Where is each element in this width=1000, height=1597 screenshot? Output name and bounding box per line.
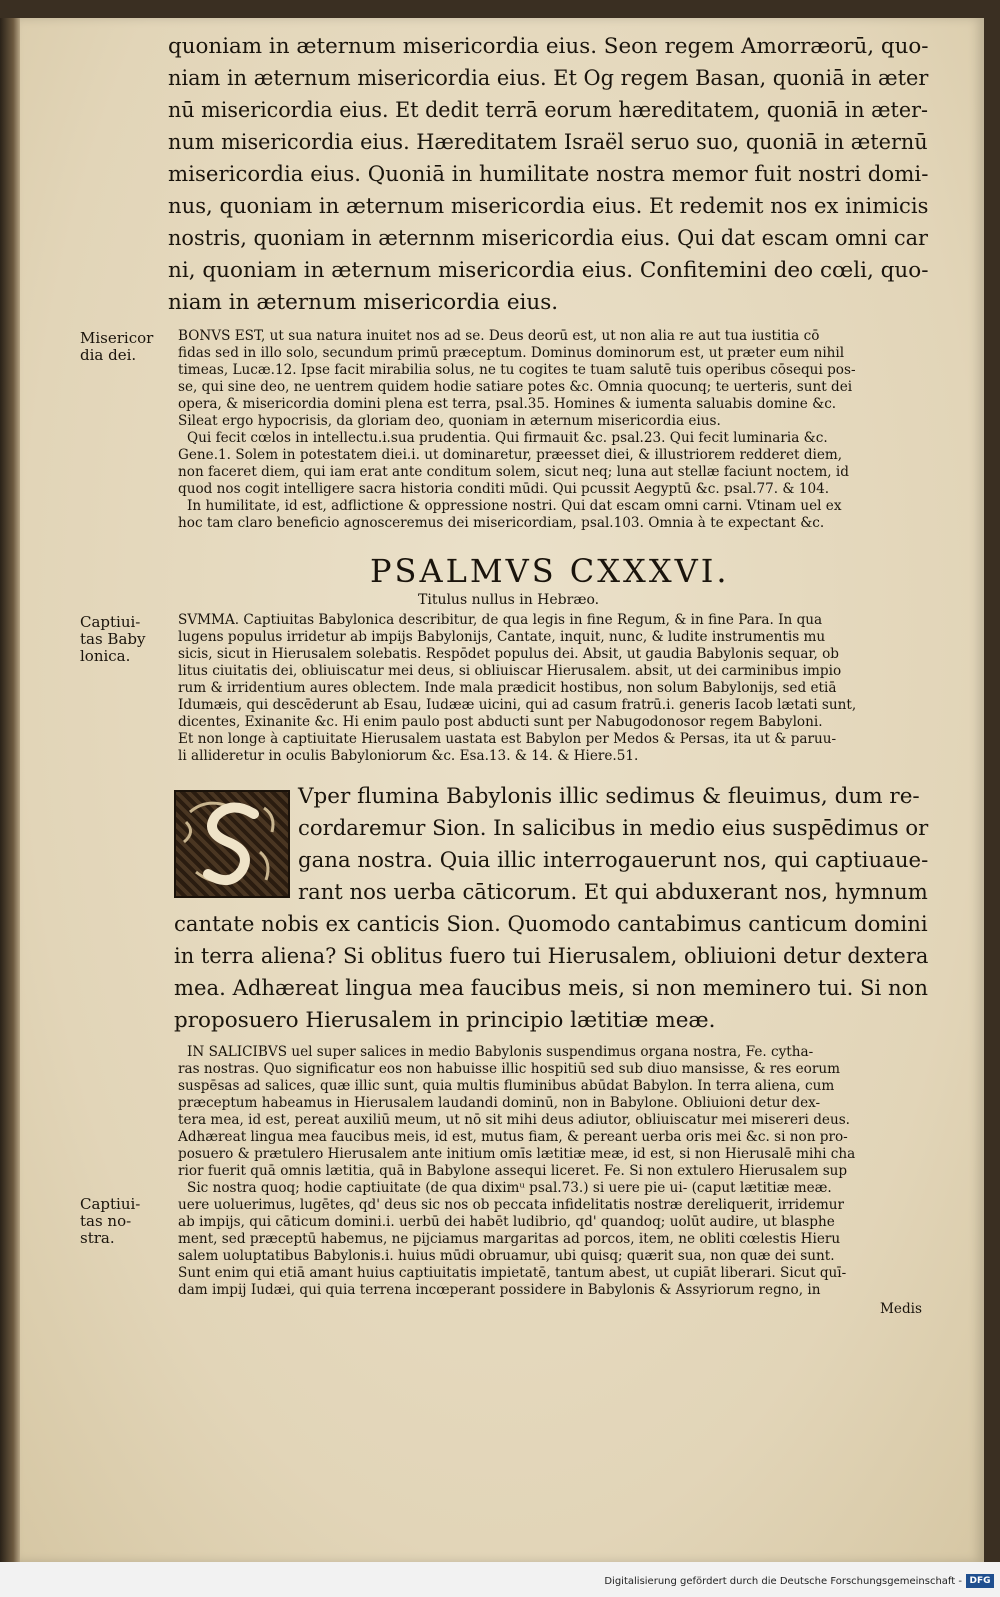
commentary-line: IN SALICIBVS uel super salices in medio Babylonis suspendimus organa nostra, Fe. cytha- <box>187 1044 814 1060</box>
commentary-line: hoc tam claro beneficio agnosceremus dei misericordiam, psal.103. Omnia à te expectant &c. <box>178 515 825 531</box>
summa-line: li allideretur in oculis Babyloniorum &c. Esa.13. & 14. & Hiere.51. <box>178 748 639 764</box>
psalm-line: cantate nobis ex canticis Sion. Quomodo cantabimus canticum domini <box>174 912 928 937</box>
psalm-subtitle: Titulus nullus in Hebræo. <box>418 592 600 608</box>
psalm-line: mea. Adhæreat lingua mea faucibus meis, si non meminero tui. Si non <box>174 976 928 1001</box>
psalm-line: quoniam in æternum misericordia eius. Seon regem Amorræorū, quo- <box>168 34 929 59</box>
commentary-line: fidas sed in illo solo, secundum primū præceptum. Dominus dominorum est, ut præter eum nihil <box>178 345 845 361</box>
summa-line: litus ciuitatis dei, obliuiscatur mei deus, si obliuiscar Hierusalem. absit, ut dei carminibus impio <box>178 663 842 679</box>
commentary-line: uere uoluerimus, lugētes, qd' deus sic nos ob peccata infidelitatis nostræ dereliquerit, irridemur <box>178 1197 845 1213</box>
psalm-line: rant nos uerba cāticorum. Et qui abduxerant nos, hymnum <box>298 880 928 905</box>
margin-note: Misericor dia dei. <box>80 329 154 364</box>
decorated-initial-s <box>174 790 290 898</box>
commentary-line: dam impij Iudæi, qui quia terrena incœperant possidere in Babylonis & Assyriorum regno, in <box>178 1282 821 1298</box>
summa-line: dicentes, Exinanite &c. Hi enim paulo post abducti sunt per Nabugodonosor regem Babyloni. <box>178 714 823 730</box>
commentary-line: ab impijs, qui cāticum domini.i. uerbū dei habēt ludibrio, qd' quandoq; uolūt audire, ut blasphe <box>178 1214 835 1230</box>
commentary-line: tera mea, id est, pereat auxiliū meum, ut nō sit mihi deus adiutor, obliuiscatur mei misereri deus. <box>178 1112 851 1128</box>
commentary-line: ment, sed præceptū habemus, ne pijciamus margaritas ad porcos, item, ne obliti cœlestis Hieru <box>178 1231 841 1247</box>
commentary-line: opera, & misericordia domini plena est terra, psal.35. Homines & iumenta saluabis domine &c. <box>178 396 837 412</box>
commentary-line: non faceret diem, qui iam erat ante conditum solem, sicut neq; luna aut stellæ faciunt noctem, id <box>178 464 849 480</box>
summa-line: rum & irridentium aures oblectem. Inde mala prædicit hostibus, non solum Babylonijs, sed etiā <box>178 680 837 696</box>
psalm-line: niam in æternum misericordia eius. Et Og regem Basan, quoniā in æter <box>168 66 929 91</box>
psalm-line: proposuero Hierusalem in principio lætitiæ meæ. <box>174 1008 716 1033</box>
psalm-line: niam in æternum misericordia eius. <box>168 290 559 315</box>
summa-line: lugens populus irridetur ab impijs Babylonijs, Cantate, inquit, nunc, & ludite instrumentis mu <box>178 629 826 645</box>
psalm-line: nus, quoniam in æternum misericordia eius. Et redemit nos ex inimicis <box>168 194 929 219</box>
psalm-line: nostris, quoniam in æternnm misericordia eius. Qui dat escam omni car <box>168 226 928 251</box>
commentary-line: se, qui sine deo, ne uentrem quidem hodie satiare potes &c. Omnia quocunq; te uerteris, sunt dei <box>178 379 853 395</box>
commentary-line: ras nostras. Quo significatur eos non habuisse illic hospitiū sed sub diuo mansisse, & res eorum <box>178 1061 841 1077</box>
psalm-line: cordaremur Sion. In salicibus in medio eius suspēdimus or <box>298 816 929 841</box>
footer-credit: Digitalisierung gefördert durch die Deutsche Forschungsgemeinschaft - <box>604 1576 962 1587</box>
commentary-line: salem uoluptatibus Babylonis.i. huius mūdi obruamur, ubi quisq; quærit sua, non quæ dei sunt. <box>178 1248 835 1264</box>
summa-line: sicis, sicut in Hierusalem solebatis. Respōdet populus dei. Absit, ut gaudia Babylonis sequar, ob <box>178 646 839 662</box>
commentary-line: Gene.1. Solem in potestatem diei.i. ut dominaretur, præesset diei, & illustriorem redderet diem, <box>178 447 843 463</box>
psalm-line: misericordia eius. Quoniā in humilitate nostra memor fuit nostri domi- <box>168 162 929 187</box>
commentary-line: BONVS EST, ut sua natura inuitet nos ad se. Deus deorū est, ut non alia re aut tua iustitia cō <box>178 328 820 344</box>
psalm-title: PSALMVS CXXXVI. <box>370 552 730 590</box>
commentary-line: Sic nostra quoq; hodie captiuitate (de qua diximᵘ psal.73.) si uere pie ui- (caput lætitiæ meæ. <box>187 1180 832 1196</box>
commentary-line: Adhæreat lingua mea faucibus meis, id est, mutus fiam, & pereant uerba oris mei &c. si non pro- <box>178 1129 848 1145</box>
commentary-line: rior fuerit quā omnis lætitia, quā in Babylone assequi liceret. Fe. Si non extulero Hierusalem sup <box>178 1163 848 1179</box>
psalm-line: Vper flumina Babylonis illic sedimus & fleuimus, dum re- <box>298 784 920 809</box>
dfg-logo: DFG <box>966 1574 994 1588</box>
psalm-line: ni, quoniam in æternum misericordia eius. Confitemini deo cœli, quo- <box>168 258 929 283</box>
psalm-line: nū misericordia eius. Et dedit terrā eorum hæreditatem, quoniā in æter- <box>168 98 928 123</box>
psalm-line: in terra aliena? Si oblitus fuero tui Hierusalem, obliuioni detur dextera <box>174 944 929 969</box>
summa-line: Et non longe à captiuitate Hierusalem uastata est Babylon per Medos & Persas, ita ut & paruu- <box>178 731 837 747</box>
commentary-line: quod nos cogit intelligere sacra historia conditi mūdi. Qui pcussit Aegyptū &c. psal.77. & 104. <box>178 481 830 497</box>
initial-s-glyph <box>176 792 288 896</box>
margin-note: Captiui- tas no- stra. <box>80 1195 141 1247</box>
commentary-line: Sileat ergo hypocrisis, da gloriam deo, quoniam in æternum misericordia eius. <box>178 413 721 429</box>
commentary-line: suspēsas ad salices, quæ illic sunt, quia multis fluminibus abūdat Babylon. In terra aliena, cum <box>178 1078 835 1094</box>
commentary-line: In humilitate, id est, adflictione & oppressione nostri. Qui dat escam omni carni. Vtinam uel ex <box>187 498 842 514</box>
margin-note: Captiui- tas Baby lonica. <box>80 613 146 665</box>
psalm-line: num misericordia eius. Hæreditatem Israël seruo suo, quoniā in æternū <box>168 130 928 155</box>
book-edge <box>0 18 22 1562</box>
commentary-line: posuero & prætulero Hierusalem ante initium omīs lætitiæ meæ, id est, si non Hierusalē mihi cha <box>178 1146 856 1162</box>
summa-line: Idumæis, qui descēderunt ab Esau, Iudææ uicini, qui ad casum fratrū.i. generis Iacob lætati sunt, <box>178 697 857 713</box>
psalm-line: gana nostra. Quia illic interrogauerunt nos, qui captiuaue- <box>298 848 929 873</box>
commentary-line: Qui fecit cœlos in intellectu.i.sua prudentia. Qui firmauit &c. psal.23. Qui fecit luminaria &c. <box>187 430 828 446</box>
summa-line: SVMMA. Captiuitas Babylonica describitur, de qua legis in fine Regum, & in fine Para. In qua <box>178 612 823 628</box>
commentary-line: Sunt enim qui etiā amant huius captiuitatis impietatē, tantum abest, ut cupiāt liberari. Sicut quī- <box>178 1265 847 1281</box>
commentary-line: timeas, Lucæ.12. Ipse facit mirabilia solus, ne tu cogites te tuam salutē tuis operibus cōsequi pos- <box>178 362 856 378</box>
catchword: Medis <box>880 1301 922 1317</box>
commentary-line: præceptum habeamus in Hierusalem laudandi dominū, non in Babylone. Obliuioni detur dex- <box>178 1095 821 1111</box>
